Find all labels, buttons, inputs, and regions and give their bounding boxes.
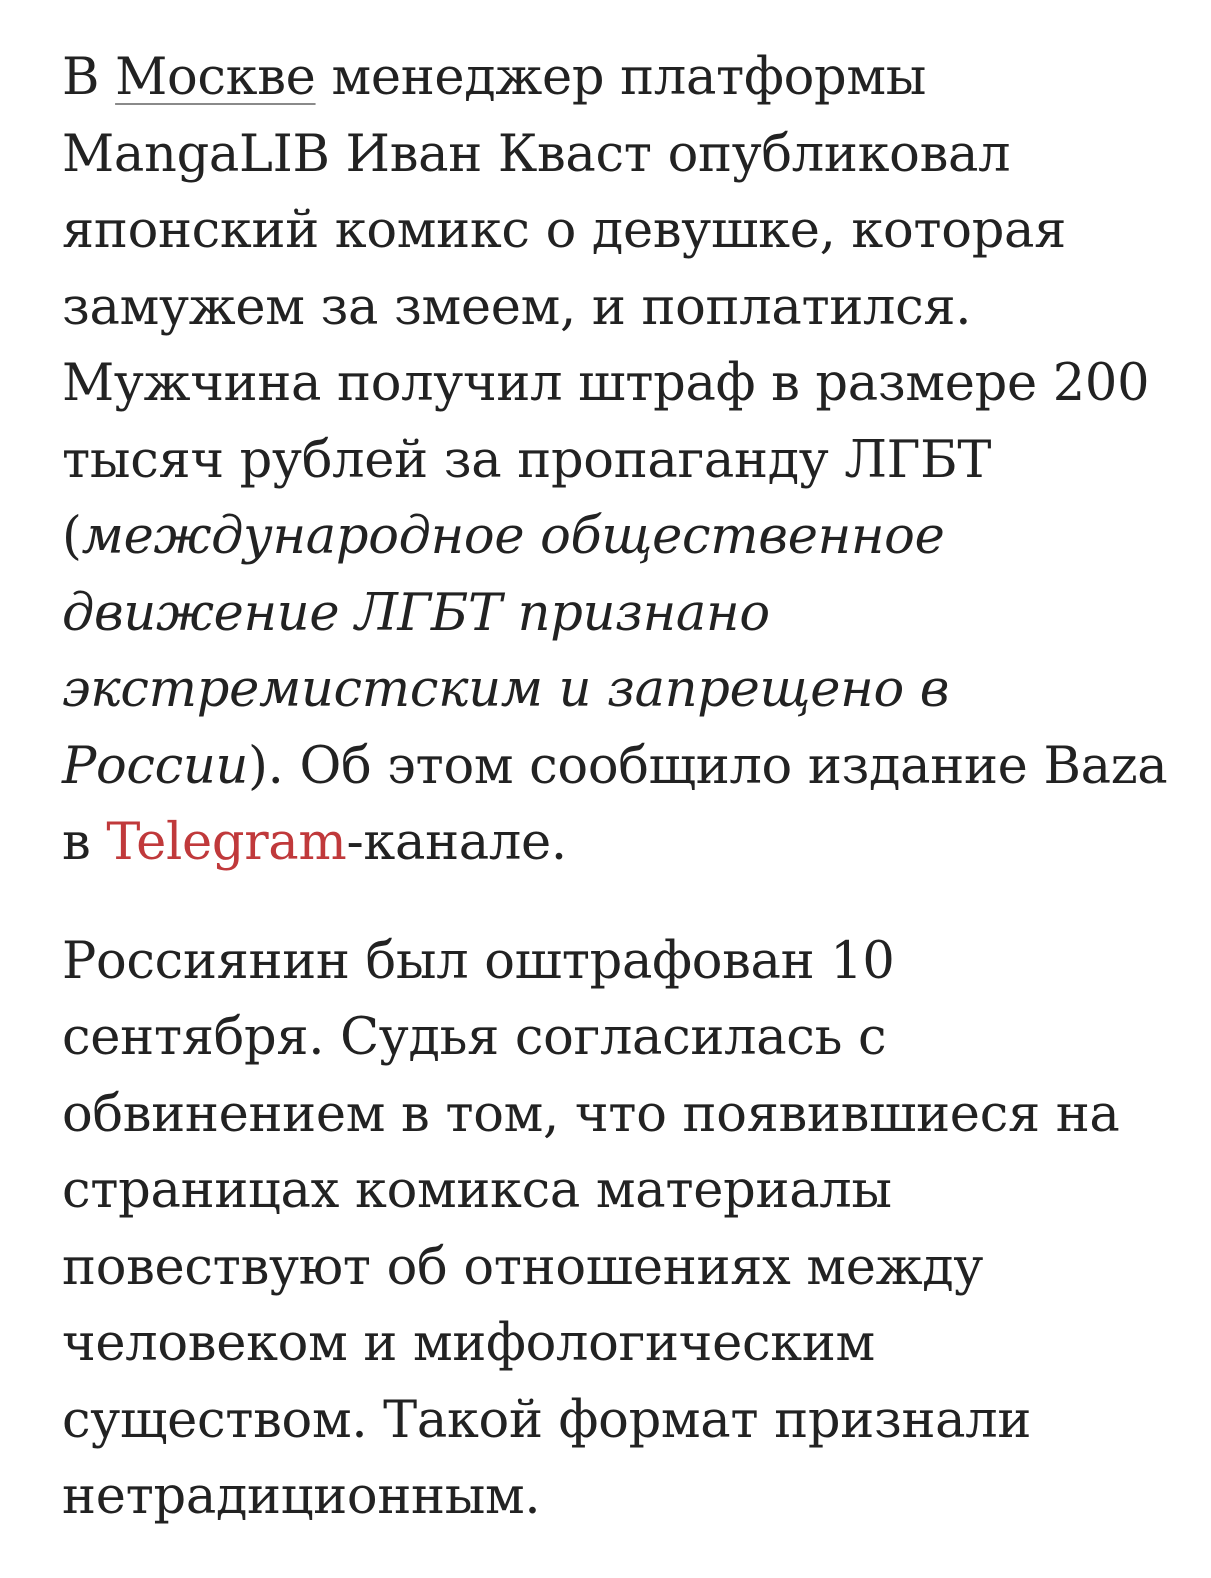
paragraph-1-text-source: ). Об этом сообщило издание Baza в	[62, 736, 1168, 872]
telegram-link[interactable]: Telegram	[106, 813, 347, 872]
article-paragraph-2: Россиянин был оштрафован 10 сентября. Судья согласилась с обвинением в том, что появившиеся на страницах комикса материалы повествуют об отношениях между человеком и мифологическим существом. Такой формат признали нетрадиционным.	[62, 931, 1120, 1526]
paragraph-1-text-main: менеджер платформы MangaLIB Иван Кваст опубликовал японский комикс о девушке, которая замужем за змеем, и поплатился. Мужчина получил штраф в размере 200 тысяч рублей за пропаганду ЛГБТ (	[62, 48, 1150, 566]
article-paragraph-1	[62, 40, 1172, 882]
paragraph-1-text-end: -канале.	[346, 813, 567, 872]
article-body	[62, 40, 1172, 1578]
moscow-link[interactable]: Москве	[115, 48, 316, 107]
lgbt-disclaimer-note: международное общественное движение ЛГБТ признано экстремистским и запрещено в России	[62, 507, 950, 796]
paragraph-1-text-start: В	[62, 48, 116, 107]
